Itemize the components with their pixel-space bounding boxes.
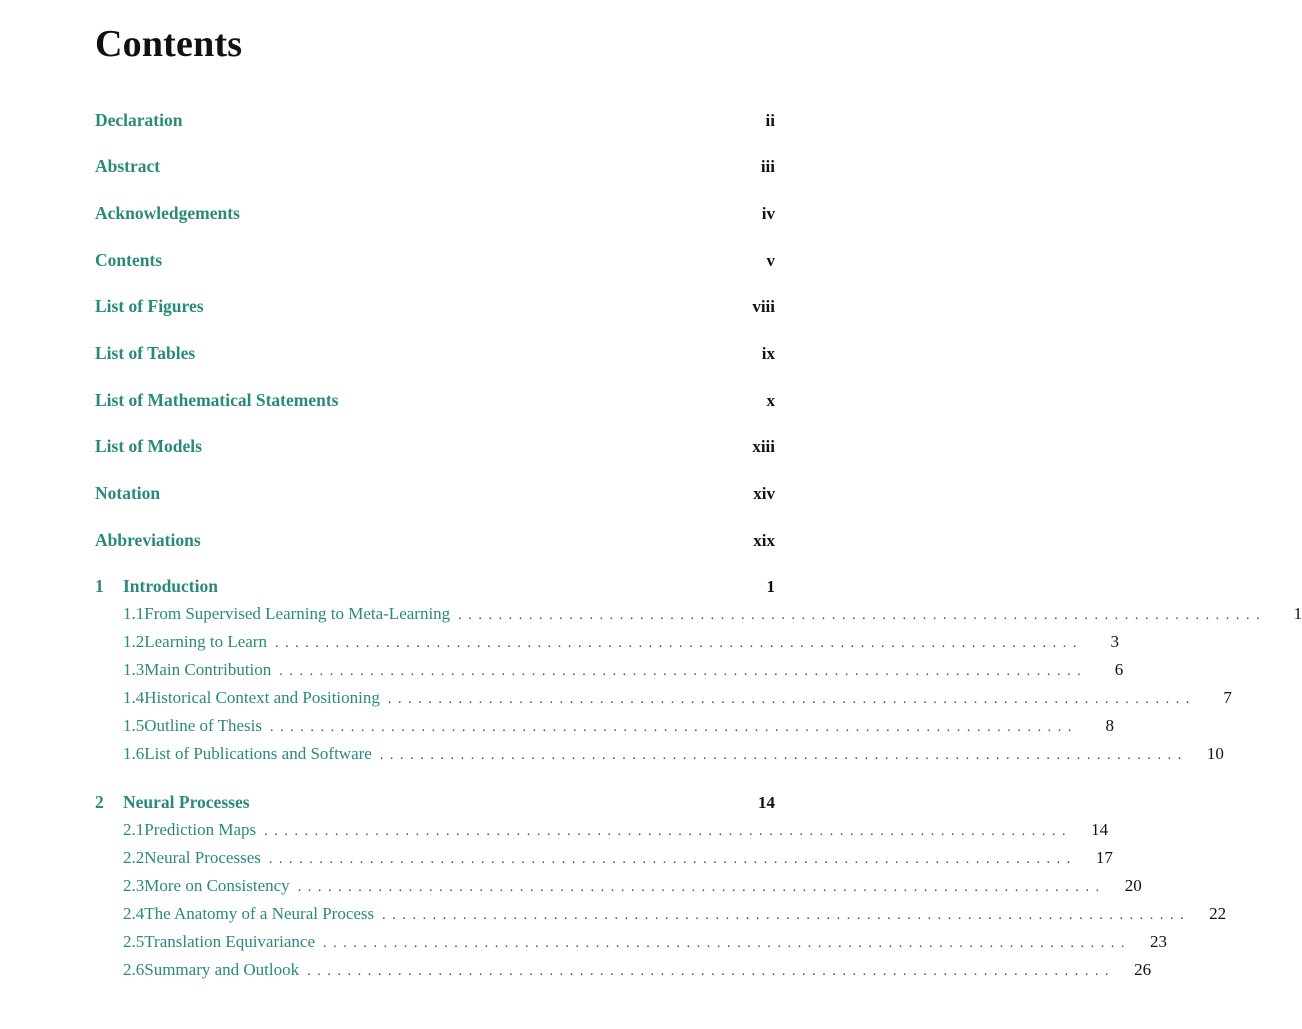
toc-entry-link[interactable]: Declaration <box>95 110 183 130</box>
dot-leader: ................................................................................ <box>387 692 1196 707</box>
toc-page-number: xiii <box>752 437 775 456</box>
toc-page-number: 10 <box>1206 744 1224 763</box>
toc-entry[interactable] <box>95 296 775 320</box>
toc-chapter-link[interactable]: Introduction <box>123 576 218 596</box>
toc-page-number: 20 <box>1124 876 1142 895</box>
toc-section-link[interactable]: Outline of Thesis <box>144 716 262 735</box>
toc-page-number: 23 <box>1150 932 1167 951</box>
toc-page-number: xix <box>753 531 775 550</box>
toc-section-link[interactable]: More on Consistency <box>144 876 290 895</box>
toc-entry[interactable] <box>95 483 775 507</box>
toc-page-number: 1 <box>1293 604 1302 623</box>
toc-section-link[interactable]: From Supervised Learning to Meta-Learning <box>144 604 451 623</box>
dot-leader: ................................................................................ <box>458 608 1267 623</box>
dot-leader: ................................................................................ <box>269 720 1078 735</box>
toc-page-number: 3 <box>1110 632 1119 651</box>
toc-section-number: 2.1 <box>123 820 145 839</box>
toc-page-number: 22 <box>1209 904 1227 923</box>
toc-page-number: xiv <box>753 484 775 503</box>
toc-entry-link[interactable]: Contents <box>95 250 163 270</box>
toc-section-link[interactable]: Learning to Learn <box>144 632 267 651</box>
toc-entry-link[interactable]: Abbreviations <box>95 530 201 550</box>
dot-leader: ................................................................................ <box>274 636 1083 651</box>
toc-page-number: 17 <box>1095 848 1113 867</box>
dot-leader: ................................................................................ <box>297 880 1106 895</box>
toc-section[interactable] <box>123 604 1302 628</box>
toc-page-number: 26 <box>1134 960 1152 979</box>
toc-section-number: 1.5 <box>123 716 145 735</box>
dot-leader: ................................................................................ <box>264 824 1073 839</box>
dot-leader: ................................................................................ <box>307 964 1116 979</box>
toc-page-number: x <box>766 391 775 410</box>
toc-section-number: 2.5 <box>123 932 145 951</box>
toc-entry-link[interactable]: List of Mathematical Statements <box>95 390 339 410</box>
toc-section-link[interactable]: Neural Processes <box>144 848 261 867</box>
toc-entry-link[interactable]: Notation <box>95 483 161 503</box>
toc-page-number: 8 <box>1105 716 1114 735</box>
toc-section[interactable] <box>123 932 1167 956</box>
toc-entry-link[interactable]: Acknowledgements <box>95 203 240 223</box>
toc-entry[interactable] <box>95 250 775 274</box>
page-title: Contents <box>95 23 243 65</box>
toc-entry[interactable] <box>95 203 775 227</box>
toc-section-link[interactable]: Summary and Outlook <box>144 960 300 979</box>
toc-entry[interactable] <box>95 530 775 554</box>
toc-page-number: 7 <box>1223 688 1232 707</box>
toc-entry-link[interactable]: List of Tables <box>95 343 196 363</box>
toc-page-number: v <box>766 251 775 270</box>
toc-chapter-number: 1 <box>95 576 104 596</box>
toc-page-number: iv <box>761 204 775 223</box>
toc-section-link[interactable]: Prediction Maps <box>144 820 257 839</box>
toc-section[interactable] <box>123 820 1109 844</box>
toc-page-number: 6 <box>1114 660 1124 679</box>
toc-section-link[interactable]: List of Publications and Software <box>144 744 372 763</box>
dot-leader: ................................................................................ <box>323 936 1131 951</box>
toc-section-link[interactable]: Main Contribution <box>144 660 272 679</box>
toc-section[interactable] <box>123 716 1114 740</box>
toc-entry[interactable] <box>95 110 775 134</box>
toc-section-number: 1.2 <box>123 632 145 651</box>
toc-section-number: 2.3 <box>123 876 145 895</box>
dot-leader: ................................................................................ <box>379 748 1188 763</box>
toc-section-link[interactable]: Historical Context and Positioning <box>144 688 380 707</box>
toc-section[interactable] <box>123 960 1152 984</box>
dot-leader: ................................................................................ <box>279 664 1088 679</box>
toc-page-number: ix <box>761 344 775 363</box>
toc-entry[interactable] <box>95 436 775 460</box>
dot-leader: ................................................................................ <box>382 908 1191 923</box>
toc-page-number: iii <box>760 157 775 176</box>
toc-entry[interactable] <box>95 156 775 180</box>
toc-section[interactable] <box>123 632 1119 656</box>
toc-section-number: 2.6 <box>123 960 145 979</box>
toc-section-number: 1.3 <box>123 660 145 679</box>
toc-page-number: 14 <box>1091 820 1109 839</box>
toc-page-number: viii <box>752 297 775 316</box>
toc-section[interactable] <box>123 744 1224 768</box>
toc-page-number: 1 <box>766 577 775 596</box>
toc-entry-link[interactable]: Abstract <box>95 156 161 176</box>
dot-leader: ................................................................................ <box>268 852 1077 867</box>
toc-entry[interactable] <box>95 390 775 414</box>
toc-section[interactable] <box>123 904 1227 928</box>
toc-entry[interactable] <box>95 343 775 367</box>
toc-entry-link[interactable]: List of Models <box>95 436 202 456</box>
toc-section[interactable] <box>123 660 1124 684</box>
toc-chapter-number: 2 <box>95 792 104 812</box>
toc-section-number: 1.1 <box>123 604 145 623</box>
toc-section-link[interactable]: The Anatomy of a Neural Process <box>144 904 375 923</box>
toc-entry-link[interactable]: List of Figures <box>95 296 204 316</box>
toc-chapter[interactable] <box>95 792 775 816</box>
toc-section-number: 1.6 <box>123 744 145 763</box>
toc-section-number: 2.4 <box>123 904 145 923</box>
toc-section[interactable] <box>123 848 1113 872</box>
toc-section-number: 2.2 <box>123 848 145 867</box>
toc-page-number: ii <box>765 111 775 130</box>
toc-section-link[interactable]: Translation Equivariance <box>144 932 315 951</box>
toc-chapter-link[interactable]: Neural Processes <box>123 792 250 812</box>
toc-section[interactable] <box>123 876 1142 900</box>
toc-page-number: 14 <box>758 793 775 812</box>
toc-chapter[interactable] <box>95 576 775 600</box>
toc-section[interactable] <box>123 688 1232 712</box>
toc-section-number: 1.4 <box>123 688 145 707</box>
